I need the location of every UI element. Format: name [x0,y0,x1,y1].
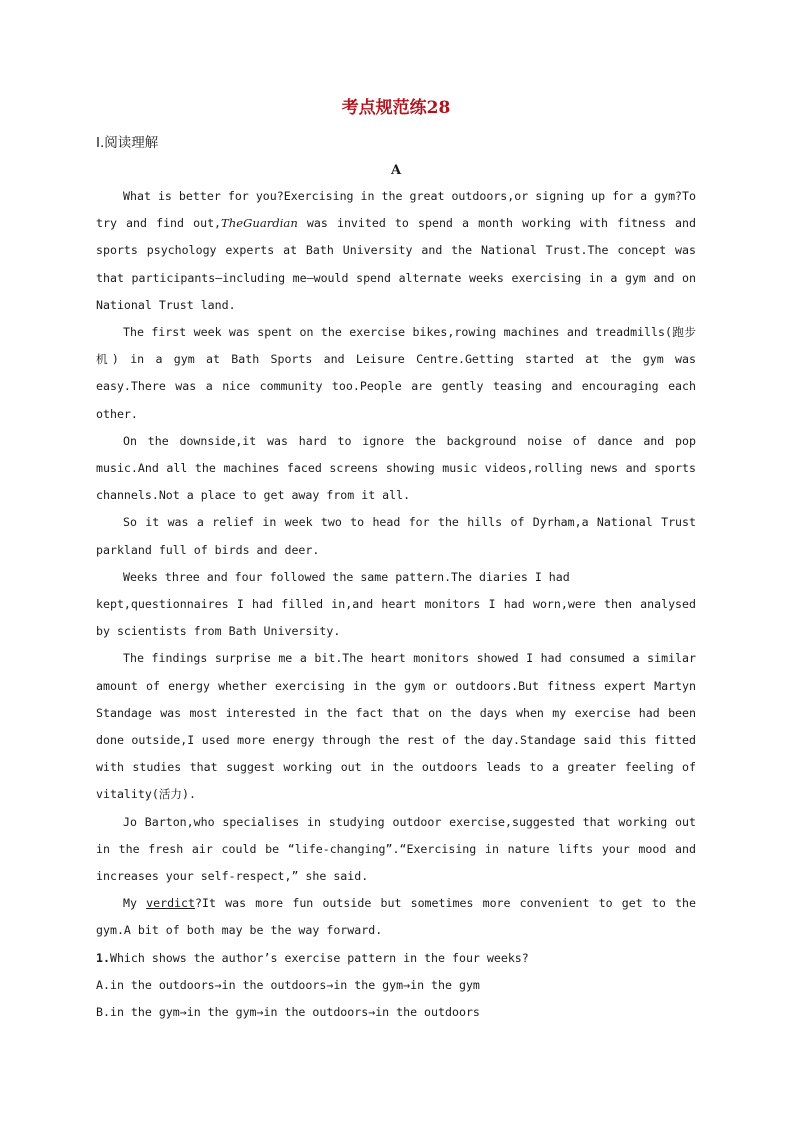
paragraph-2: The first week was spent on the exercise bikes,rowing machines and treadmills(跑步机) in a gym at Bath Sports and Leisure Centre.Getting started at the gym was easy.There was a nice community too.People are gently teasing and encouraging each other. [96,325,696,421]
newspaper-name: TheGuardian [221,216,298,231]
paragraph-8-text-a: My [123,896,147,911]
paragraph-4: So it was a relief in week two to head for the hills of Dyrham,a National Trust parkland full of birds and deer. [96,515,696,557]
passage-body [96,183,696,1026]
option-b: B.in the gym→in the gym→in the outdoors→in the outdoors [96,1005,480,1020]
question-stem [96,945,696,972]
paragraph-6: The findings surprise me a bit.The heart monitors showed I had consumed a similar amount of energy whether exercising in the gym or outdoors.But fitness expert Martyn Standage was most interested in the fact that on the days when my exercise had been done outside,I used more energy through the rest of the day.Standage said this fitted with studies that suggest working out in the outdoors leads to a greater feeling of vitality(活力). [96,651,696,802]
question-text: Which shows the author’s exercise pattern in the four weeks? [109,950,529,965]
paragraph-5-line-1: Weeks three and four followed the same pattern.The diaries I had [123,569,570,584]
paragraph-5-rest: kept,questionnaires I had filled in,and heart monitors I had worn,were then analysed by scientists from Bath University. [96,597,696,639]
page-title: 考点规范练28 [341,98,451,118]
paragraph-1-text-c: was invited to spend a month working with fitness and sports psychology experts at Bath University and the National Trust.The concept was that participants—including me—would spend alternate weeks exercising in a gym and on National Trust land. [96,216,696,312]
paragraph-7: Jo Barton,who specialises in studying outdoor exercise,suggested that working out in the fresh air could be “life-changing”.“Exercising in nature lifts your mood and increases your self-respect,” she said. [96,814,696,884]
paragraph-1-text-a: What is better for you?Exercising in the great outdoors,or signing up for a gym?To try and find out, [96,189,696,231]
question-number: 1. [96,950,110,965]
paragraph-1 [96,183,696,319]
option-a: A.in the outdoors→in the outdoors→in the gym→in the gym [96,977,480,992]
paragraph-8-text-c: ?It was more fun outside but sometimes more convenient to get to the gym.A bit of both may be the way forward. [96,896,696,938]
paragraph-3: On the downside,it was hard to ignore the background noise of dance and pop music.And all the machines faced screens showing music videos,rolling news and sports channels.Not a place to get away from it all. [96,433,696,503]
passage-label: A [390,163,402,178]
paragraph-8 [96,890,696,944]
underlined-word: verdict [146,896,196,911]
section-heading: Ⅰ.阅读理解 [96,135,159,151]
